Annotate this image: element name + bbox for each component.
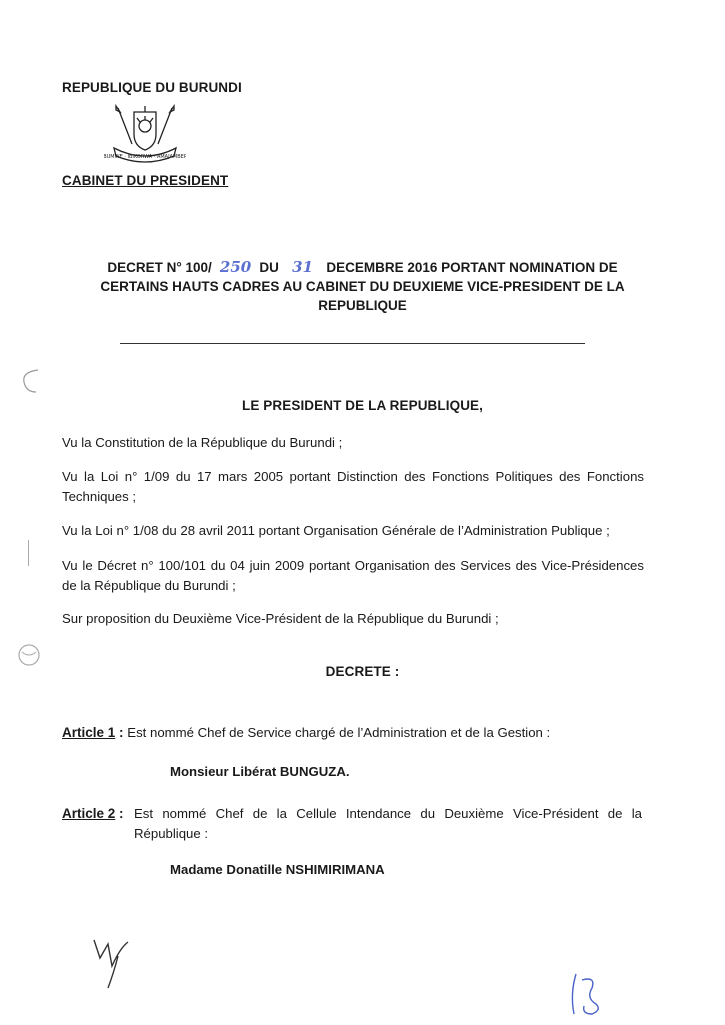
svg-text:UBUMWE · IBIKORWA · AMAJAMBERE: UBUMWE · IBIKORWA · AMAJAMBERE [104,154,186,160]
article-1-text: Est nommé Chef de Service chargé de l’Administration et de la Gestion : [127,725,551,740]
consideration-5: Sur proposition du Deuxième Vice-Président de la République du Burundi ; [62,611,499,626]
handwritten-page-mark [562,970,612,1025]
margin-line-mark [28,540,29,566]
article-2-appointee: Madame Donatille NSHIMIRIMANA [170,862,385,877]
consideration-2: Vu la Loi n° 1/09 du 17 mars 2005 portant Distinction des Fonctions Politiques des Fonctions Techniques ; [62,469,644,504]
article-1-sep: : [115,725,128,740]
decree-title-line-3: REPUBLIQUE [318,298,407,313]
punch-hole-mark [16,366,42,401]
coat-of-arms-emblem [104,104,186,166]
decree-title-line-2: CERTAINS HAUTS CADRES AU CABINET DU DEUXIEME VICE-PRESIDENT DE LA [100,279,625,294]
handwritten-decree-day: 31 [292,258,314,276]
article-1-label: Article 1 [62,725,116,740]
article-2-label: Article 2 [62,806,116,821]
cabinet-heading: CABINET DU PRESIDENT [62,173,229,188]
article-2-text: Est nommé Chef de la Cellule Intendance du Deuxième Vice-Président de la République : [134,806,642,841]
consideration-3: Vu la Loi n° 1/08 du 28 avril 2011 portant Organisation Générale de l’Administration Publique ; [62,523,610,538]
handwritten-decree-number: 250 [219,258,252,276]
article-1 [62,723,662,743]
handwritten-initials-mark [88,936,138,997]
consideration-4: Vu le Décret n° 100/101 du 04 juin 2009 portant Organisation des Services des Vice-Présidences de la République du Burundi ; [62,558,644,593]
decree-title [40,258,685,315]
decrete-heading: DECRETE : [325,664,400,679]
article-1-appointee: Monsieur Libérat BUNGUZA. [170,764,350,779]
decree-du: DU [259,260,279,275]
decree-prefix: DECRET N° 100/ [107,260,212,275]
republic-heading: REPUBLIQUE DU BURUNDI [62,80,242,95]
president-heading: LE PRESIDENT DE LA REPUBLIQUE, [241,398,484,413]
decree-title-line-1 [40,258,685,277]
decree-title-rest: DECEMBRE 2016 PORTANT NOMINATION DE [326,260,618,275]
title-divider [120,343,585,344]
article-2-sep: : [115,806,124,821]
consideration-1: Vu la Constitution de la République du Burundi ; [62,435,343,450]
